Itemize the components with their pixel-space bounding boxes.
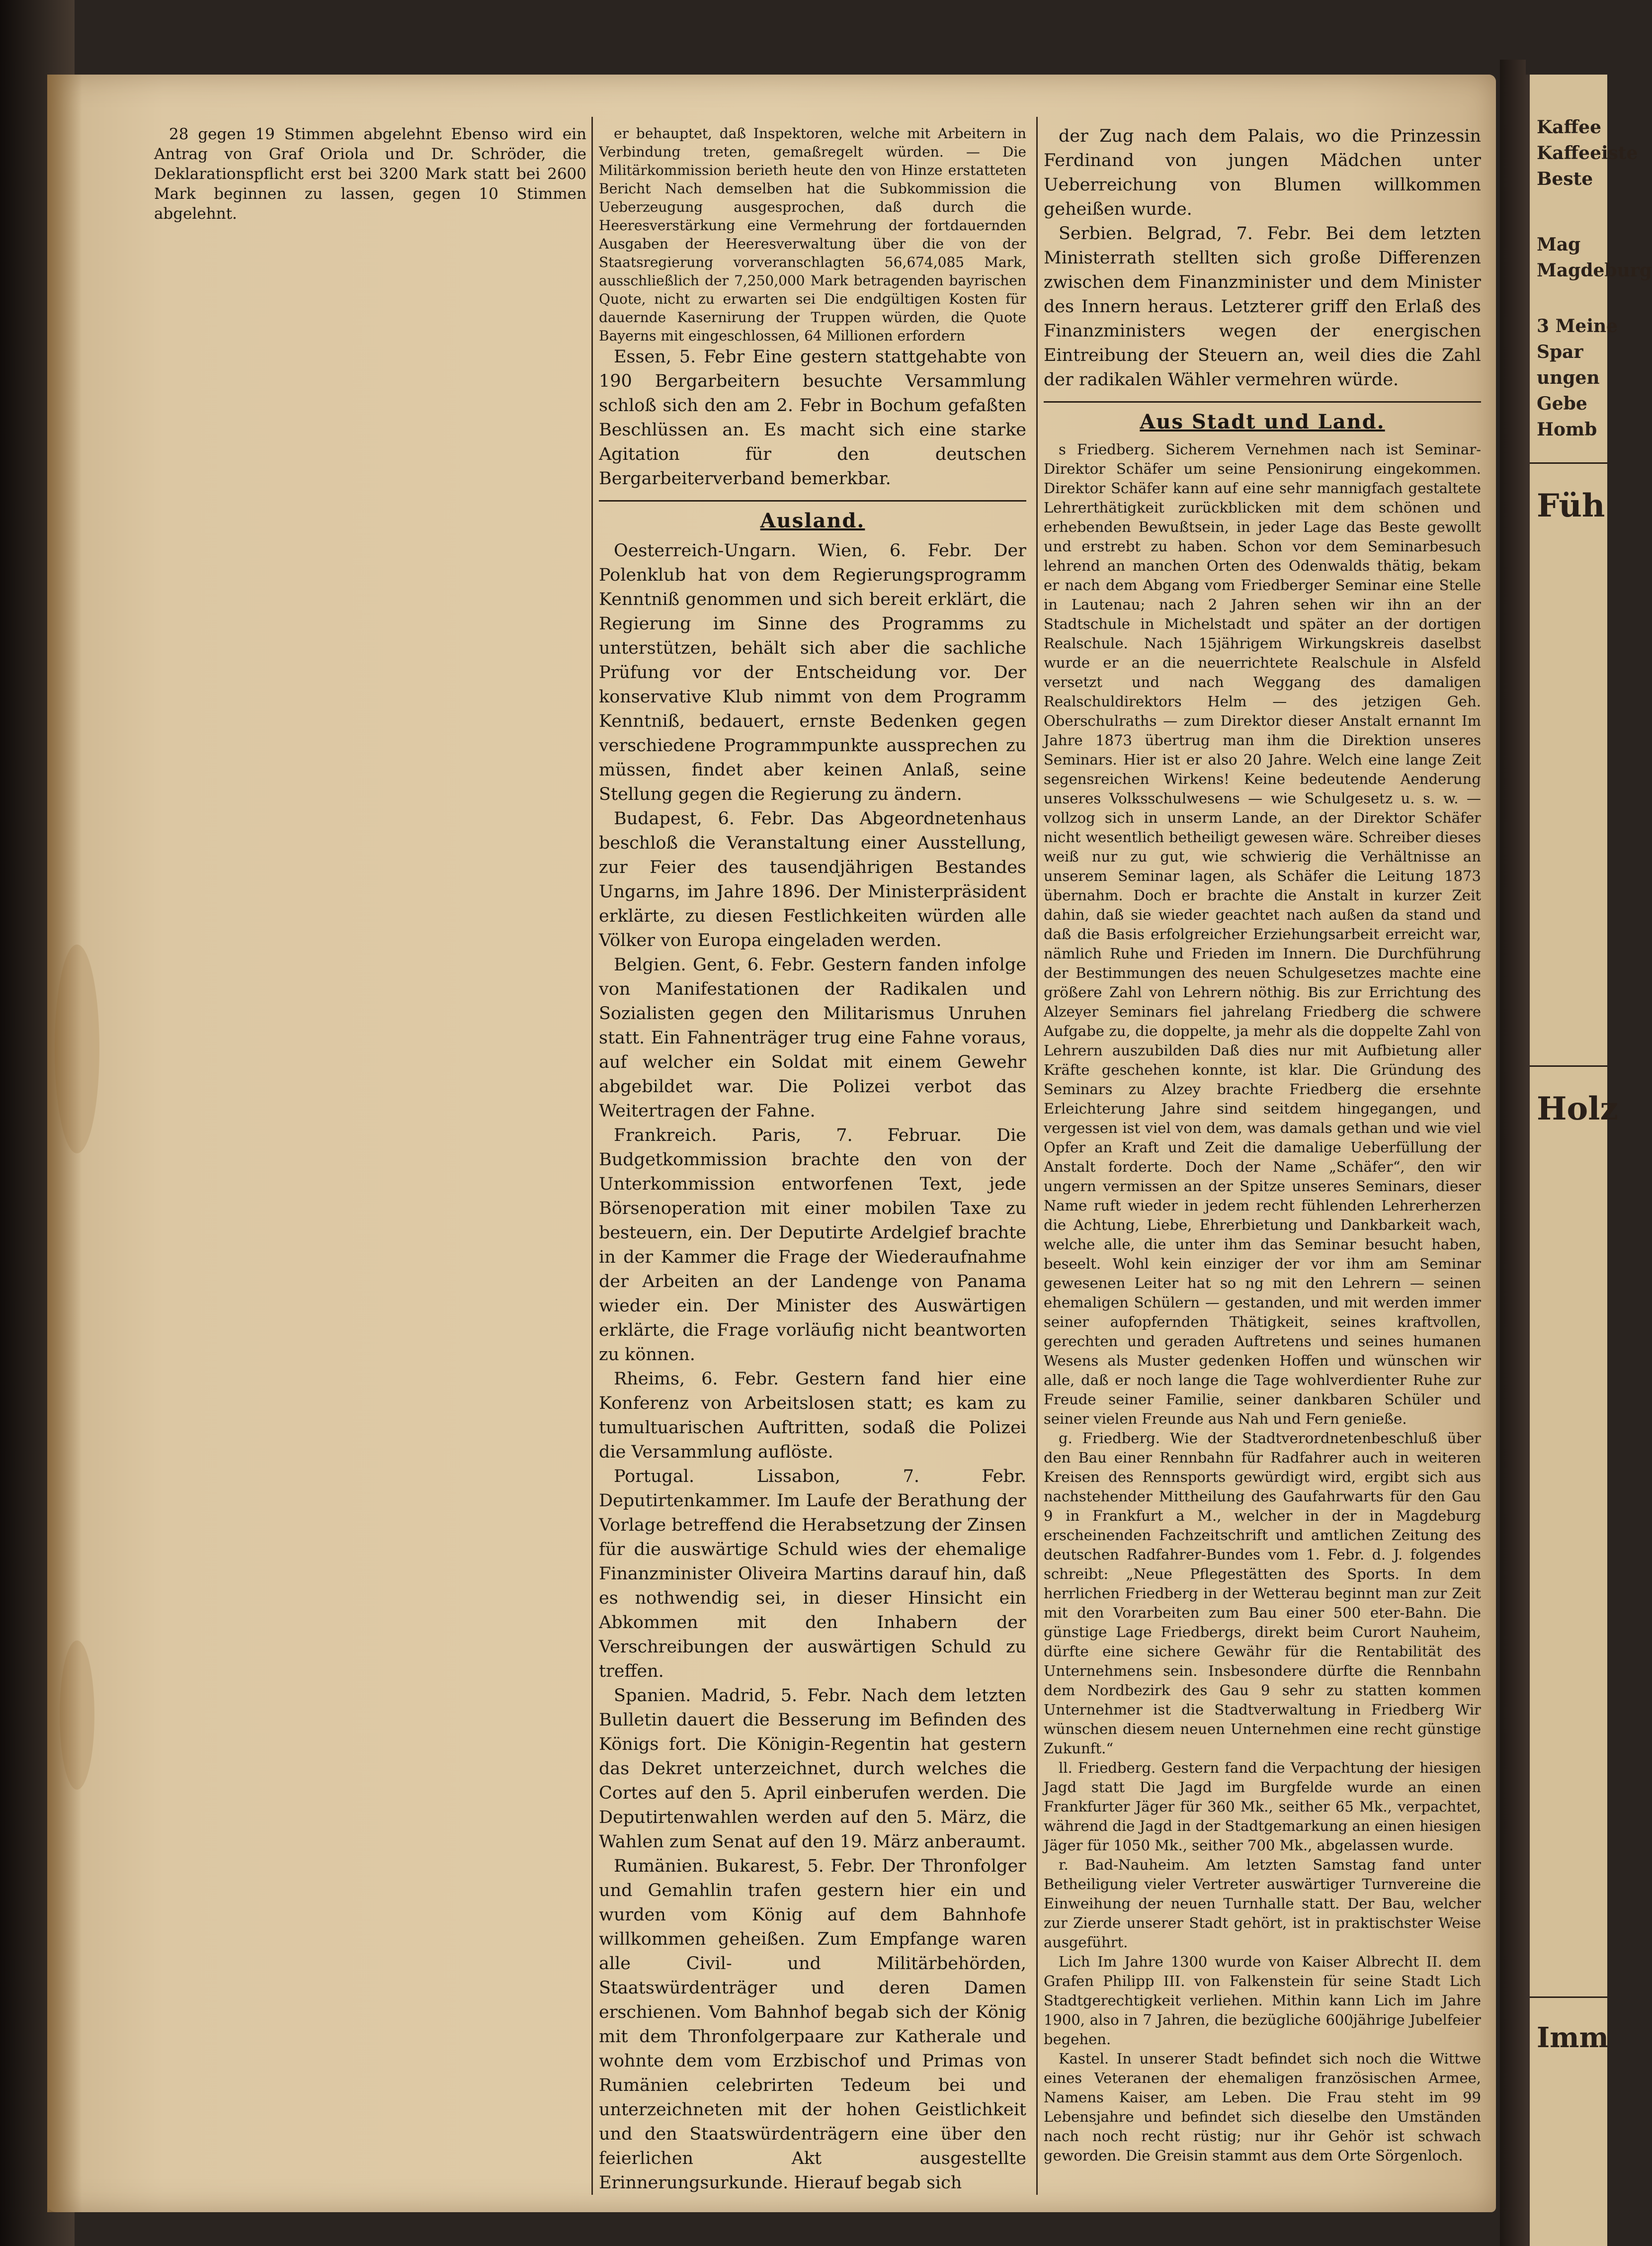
news-item-portugal: Portugal. Lissabon, 7. Febr. Deputirtenkammer. Im Laufe der Berathung der Vorlage betreffend die Herabsetzung der Zinsen für die auswärtige Schuld wies der ehemalige Finanzminister Oliveira Martins darauf hin, daß es nothwendig sei, in dieser Hinsicht ein Abkommen mit den Inhabern der Verschreibungen der auswärtigen Schuld zu treffen. xyxy=(599,1467,1026,1681)
adjacent-page-text: Kaffeeiste xyxy=(1537,143,1638,164)
local-item-seminar-director: s Friedberg. Sicherem Vernehmen nach ist Seminar-Direktor Schäfer um seine Pensionirung eingekommen. Direktor Schäfer kann auf eine sehr mannigfach gestaltete Lehrerthätigkeit zurückblicken mit dem schönen und erhebenden Bewußtsein, in jeder Lage das Beste gewollt und erstrebt zu haben. Schon vor dem Seminarbesuch lehrend an manchen Orten des Odenwalds thätig, bekam er nach dem Abgang vom Friedberger Seminar eine Stelle in Lautenau; nach 2 Jahren sehen wir ihn an der Stadtschule in Michelstadt und später an der dortigen Realschule. Nach 15jährigem Wirkungskreis daselbst wurde er an die neuerrichtete Realschule in Alsfeld versetzt und nach Weggang des damaligen Realschuldirektors Helm — des jetzigen Geh. Oberschulraths — zum Direktor dieser Anstalt ernannt Im Jahre 1873 übertrug man ihm die Direktion unseres Seminars. Hier ist er also 20 Jahre. Welch eine lange Zeit segensreichen Wirkens! Keine bedeutende Aenderung unseres Volksschulwesens — wie Schulgesetz u. s. w. — vollzog sich in unserm Lande, an der Direktor Schäfer nicht wesentlich betheiligt gewesen wäre. Schreiber dieses weiß nur zu gut, wie schwierig die Verhältnisse an unserem Seminar lagen, als Schäfer die Leitung 1873 übernahm. Doch er brachte die Anstalt in kurzer Zeit dahin, daß sie wieder geachtet nach außen da stand und daß die Basis erfolgreicher Erziehungsarbeit erreicht war, nämlich Ruhe und Frieden im Innern. Die Durchführung der Bestimmungen des neuen Schulgesetzes machte eine größere Zahl von Lehrern nöthig. Bis zur Errichtung des Alzeyer Seminars fiel jahrelang Friedberg die schwere Aufgabe zu, die doppelte, ja mehr als die doppelte Zahl von Lehrern auszubilden Daß dies nur mit Aufbietung aller Kräfte geschehen konnte, ist klar. Die Gründung des Seminars zu Alzey brachte Friedberg die ersehnte Erleichterung Jahre sind seitdem hingegangen, und vergessen ist viel von dem, was damals gethan und wie viel Opfer an Kraft und Zeit die damalige Ueberfüllung der Anstalt forderte. Doch der Name „Schäfer“, den wir ungern vermissen an der Spitze unseres Seminars, dieser Name ruft wieder in jedem recht fühlenden Lehrerherzen die Achtung, Liebe, Ehrerbietung und Dankbarkeit wach, welche alle, die unter ihm das Seminar besucht haben, beseelt. Wohl kein einziger der vor ihm am Seminar gewesenen Leiter hat so ng mit den Lehrern — seinen ehemaligen Schülern — gestanden, und mit werden immer seiner aufopfernden Thätigkeit, seines kraftvollen, gerechten und geraden Auftretens und seines humanen Wesens als Muster gedenken Hoffen und wünschen wir alle, daß er noch lange die Tage wohlverdienter Ruhe zur Freude seiner Familie, seiner dankbaren Schüler und seiner vielen Freunde aus Nah und Fern genieße. xyxy=(1044,441,1481,1427)
news-item-budapest: Budapest, 6. Febr. Das Abgeordnetenhaus beschloß die Veranstaltung einer Ausstellung, zur Feier des tausendjährigen Bestandes Ungarns, im Jahre 1896. Der Ministerpräsident erklärte, zu diesen Festlichkeiten würden alle Völker von Europa eingeladen werden. xyxy=(599,809,1026,950)
column-1 xyxy=(154,124,586,2187)
page-gutter xyxy=(1500,60,1526,2246)
column-rule xyxy=(591,117,593,2195)
adjacent-page-text: Gebe xyxy=(1537,393,1587,414)
paper-stain xyxy=(55,945,99,1153)
section-divider xyxy=(1044,401,1481,403)
military-commission-report: er behauptet, daß Inspektoren, welche mit Arbeitern in Verbindung treten, gemaßregelt würden. — Die Militärkommission berieth heute den von Hinze erstatteten Bericht Nach demselben hat die Subkommission die Ueberzeugung ausgesprochen, daß durch die Heeresverstärkung eine Vermehrung der fortdauernden Ausgaben der Heeresverwaltung über die von der Staatsregierung vorveranschlagten 56,674,085 Mark, ausschließlich der 7,250,000 Mark betragenden bayrischen Quote, nicht zu erwarten sei Die endgültigen Kosten für dauernde Kasernirung der Truppen würden, die Quote Bayerns mit eingeschlossen, 64 Millionen erfordern xyxy=(599,125,1026,344)
adjacent-page-text: Kaffee xyxy=(1537,117,1601,138)
adjacent-page-text: Beste xyxy=(1537,169,1593,189)
news-item-belgium: Belgien. Gent, 6. Febr. Gestern fanden infolge von Manifestationen der Radikalen und Sozialisten gegen den Militarismus Unruhen statt. Ein Fahnenträger trug eine Fahne voraus, auf welcher ein Soldat mit einem Gewehr abgebildet war. Die Polizei verbot das Weitertragen der Fahne. xyxy=(599,955,1026,1121)
news-item-rheims: Rheims, 6. Febr. Gestern fand hier eine Konferenz von Arbeitslosen statt; es kam zu tumultuarischen Auftritten, sodaß die Polizei die Versammlung auflöste. xyxy=(599,1369,1026,1462)
reichstag-report: 28 gegen 19 Stimmen abgelehnt Ebenso wird ein Antrag von Graf Oriola und Dr. Schröder, die Deklarationspflicht erst bei 3200 Mark statt bei 2600 Mark beginnen zu lassen, gegen 10 Stimmen abgelehnt. xyxy=(154,125,586,223)
adjacent-page-heading: Imm xyxy=(1537,2021,1609,2054)
column-2 xyxy=(599,124,1026,2193)
adjacent-page-heading: Holz xyxy=(1537,1090,1618,1127)
section-divider xyxy=(599,500,1026,502)
local-item-lich: Lich Im Jahre 1300 wurde von Kaiser Albrecht II. dem Grafen Philipp III. von Falkenstein für seine Stadt Lich Stadtgerechtigkeit verliehen. Mithin kann Lich im Jahre 1900, also in 7 Jahren, die bezügliche 600jährige Jubelfeier begehen. xyxy=(1044,1953,1481,2048)
column-3 xyxy=(1044,124,1481,2187)
news-item-romania-continued: der Zug nach dem Palais, wo die Prinzessin Ferdinand von jungen Mädchen unter Ueberreichung von Blumen willkommen geheißen wurde. xyxy=(1044,126,1481,219)
adjacent-page-rule xyxy=(1530,462,1607,464)
local-item-cycling-track: g. Friedberg. Wie der Stadtverordnetenbeschluß über den Bau einer Rennbahn für Radfahrer auch in weiteren Kreisen des Rennsports gewürdigt wird, ergibt sich aus nachstehender Mittheilung des Gaufahrwarts für den Gau 9 in Frankfurt a M., welcher in der in Magdeburg erscheinenden Fachzeitschrift und amtlichen Zeitung des deutschen Radfahrer-Bundes vom 1. Febr. d. J. folgendes schreibt: „Neue Pflegestätten des Sports. In dem herrlichen Friedberg in der Wetterau beginnt man zur Zeit mit den Vorarbeiten zum Bau einer 500 eter-Bahn. Die günstige Lage Friedbergs, direkt beim Curort Nauheim, dürfte eine sichere Gewähr für die Rentabilität des Unternehmens sein. Insbesondere dürfte die Rennbahn dem Nordbezirk des Gau 9 sehr zu statten kommen Unternehmer ist die Stadtverwaltung in Friedberg Wir wünschen diesem neuen Unternehmen eine recht günstige Zukunft.“ xyxy=(1044,1430,1481,1757)
adjacent-page-text: Mag xyxy=(1537,234,1581,255)
news-item-spain: Spanien. Madrid, 5. Febr. Nach dem letzten Bulletin dauert die Besserung im Befinden des Königs fort. Die Königin-Regentin hat gestern das Dekret unterzeichnet, durch welches die Cortes auf den 5. April einberufen werden. Die Deputirtenwahlen werden auf den 5. März, die Wahlen zum Senat auf den 19. März anberaumt. xyxy=(599,1686,1026,1852)
news-item-essen: Essen, 5. Febr Eine gestern stattgehabte von 190 Bergarbeitern besuchte Versammlung schloß sich den am 2. Febr in Bochum gefaßten Beschlüssen an. Es macht sich eine starke Agitation für den deutschen Bergarbeiterverband bemerkbar. xyxy=(599,347,1026,489)
adjacent-page-heading: Füh xyxy=(1537,487,1605,524)
section-heading-ausland: Ausland. xyxy=(760,509,865,532)
news-item-austria-hungary: Oesterreich-Ungarn. Wien, 6. Febr. Der Polenklub hat von dem Regierungsprogramm Kenntniß genommen und sich bereit erklärt, die Regierung im Sinne des Programms zu unterstützen, behält sich aber die sachliche Prüfung vor der Entscheidung vor. Der konservative Klub nimmt von dem Programm Kenntniß, bedauert, ernste Bedenken gegen verschiedene Programmpunkte aussprechen zu müssen, findet aber keinen Anlaß, seine Stellung gegen die Regierung zu ändern. xyxy=(599,541,1026,804)
local-item-bad-nauheim: r. Bad-Nauheim. Am letzten Samstag fand unter Betheiligung vieler Vertreter auswärtiger Turnvereine die Einweihung der neuen Turnhalle statt. Der Bau, welcher zur Zierde unserer Stadt gehört, ist in praktischster Weise ausgeführt. xyxy=(1044,1856,1481,1951)
adjacent-page-edge xyxy=(1526,75,1652,2246)
adjacent-page-text: ungen xyxy=(1537,367,1600,388)
section-heading-stadt-und-land: Aus Stadt und Land. xyxy=(1140,410,1385,433)
adjacent-page-text: Homb xyxy=(1537,419,1597,440)
news-item-romania: Rumänien. Bukarest, 5. Febr. Der Thronfolger und Gemahlin trafen gestern hier ein und wurden vom König auf dem Bahnhofe willkommen geheißen. Zum Empfange waren alle Civil- und Militärbehörden, Staatswürdenträger und deren Damen erschienen. Vom Bahnhof begab sich der König mit dem Thronfolgerpaare zur Katherale und wohnte dem vom Erzbischof und Primas von Rumänien celebrirten Tedeum bei und unterzeichneten mit der hohen Geistlichkeit und den Staatswürdenträgern eine über den feierlichen Akt ausgestellte Erinnerungsurkunde. Hierauf begab sich xyxy=(599,1856,1026,2193)
adjacent-page-text: 3 Meine xyxy=(1537,316,1618,337)
adjacent-page-rule xyxy=(1530,1996,1607,1998)
local-item-hunting-lease: ll. Friedberg. Gestern fand die Verpachtung der hiesigen Jagd statt Die Jagd im Burgfelde wurde an einen Frankfurter Jäger für 360 Mk., seither 65 Mk., verpachtet, während die Jagd in der Stadtgemarkung an einen hiesigen Jäger für 1050 Mk., seither 700 Mk., abgelassen wurde. xyxy=(1044,1759,1481,1854)
news-item-france: Frankreich. Paris, 7. Februar. Die Budgetkommission brachte den von der Unterkommission entworfenen Text, jede Börsenoperation mit einer mobilen Taxe zu besteuern, ein. Der Deputirte Ardelgief brachte in der Kammer die Frage der Wiederaufnahme der Arbeiten an der Landenge von Panama wieder ein. Der Minister des Auswärtigen erklärte, die Frage vorläufig nicht beantworten zu können. xyxy=(599,1125,1026,1365)
adjacent-page-text: Magdeburg xyxy=(1537,260,1652,281)
paper-stain xyxy=(60,1641,94,1790)
adjacent-page-rule xyxy=(1530,1065,1607,1067)
column-rule xyxy=(1036,117,1038,2195)
local-item-kastel: Kastel. In unserer Stadt befindet sich noch die Wittwe eines Veteranen der ehemaligen französischen Armee, Namens Kaiser, am Leben. Die Frau steht im 99 Lebensjahre und befindet sich dieselbe den Umständen nach noch recht rüstig; nur ihr Gehör ist schwach geworden. Die Greisin stammt aus dem Orte Sörgenloch. xyxy=(1044,2050,1481,2164)
news-item-serbia: Serbien. Belgrad, 7. Febr. Bei dem letzten Ministerrath stellten sich große Differenzen zwischen dem Finanzminister und dem Minister des Innern heraus. Letzterer griff den Erlaß des Finanzministers wegen der energischen Eintreibung der Steuern an, weil dies die Zahl der radikalen Wähler vermehren würde. xyxy=(1044,224,1481,390)
adjacent-page-text: Spar xyxy=(1537,342,1583,362)
